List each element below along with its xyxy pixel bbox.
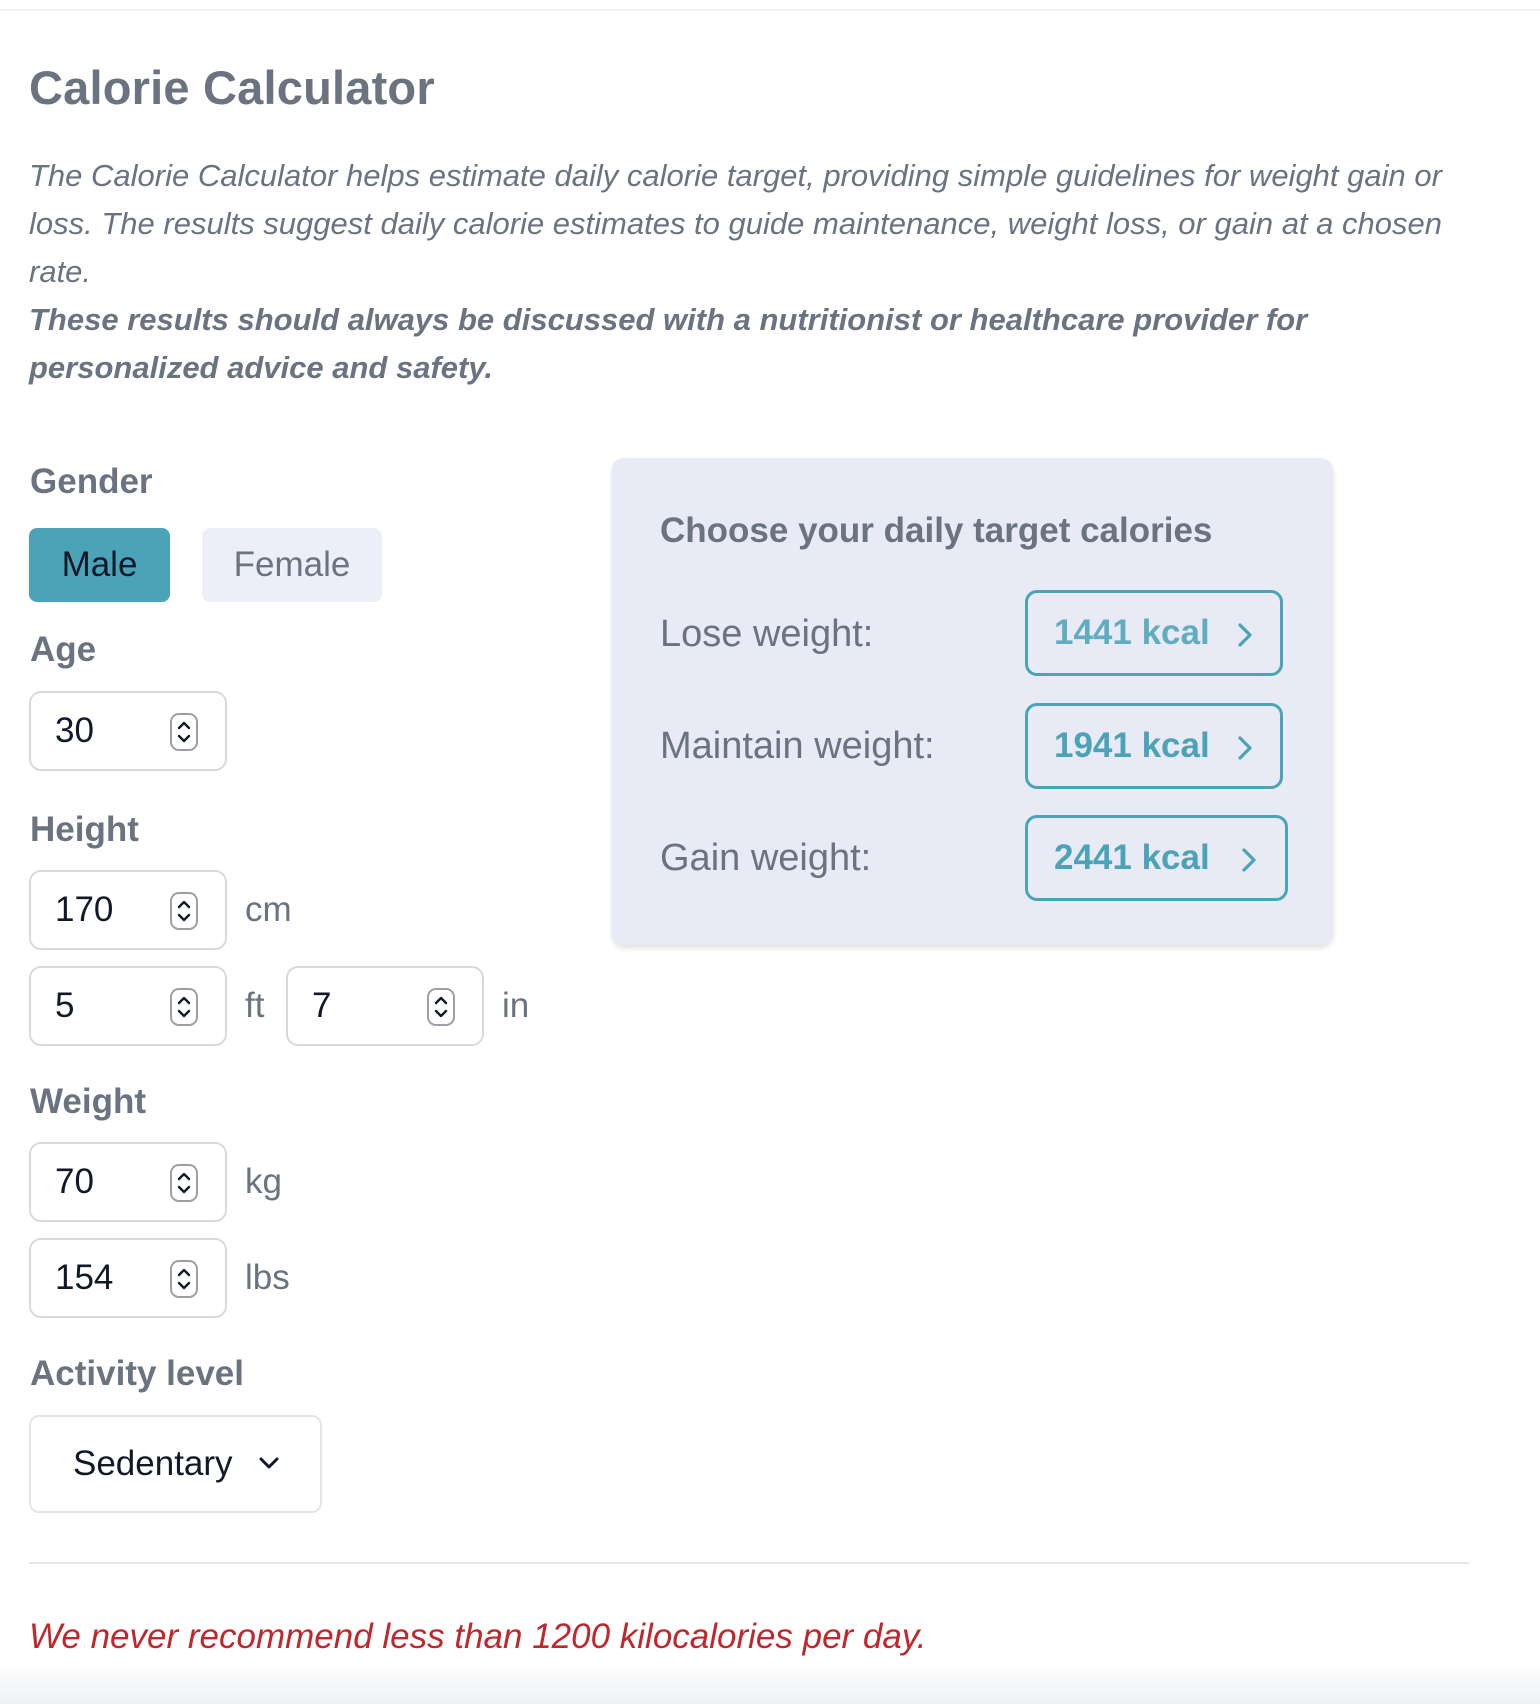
height-ft-field[interactable] <box>29 966 227 1046</box>
weight-lbs-field[interactable] <box>29 1238 227 1318</box>
chevron-right-icon <box>1238 846 1260 874</box>
target-calories-title: Choose your daily target calories <box>660 511 1213 550</box>
top-divider <box>0 9 1540 11</box>
gain-weight-kcal-value: 2441 kcal <box>1054 838 1210 877</box>
stepper-arrows-icon <box>172 894 196 928</box>
height-ft-input[interactable] <box>55 968 175 1044</box>
gender-female-button[interactable]: Female <box>202 528 382 602</box>
height-ft-unit: ft <box>245 986 265 1025</box>
chevron-right-icon <box>1234 734 1256 762</box>
age-stepper[interactable] <box>170 713 198 751</box>
height-in-stepper[interactable] <box>427 988 455 1026</box>
stepper-arrows-icon <box>172 1166 196 1200</box>
gain-weight-kcal-button[interactable] <box>1025 815 1288 901</box>
minimum-calorie-warning: We never recommend less than 1200 kilocalories per day. <box>29 1617 927 1656</box>
weight-label: Weight <box>30 1082 147 1121</box>
activity-select[interactable] <box>29 1415 322 1513</box>
stepper-arrows-icon <box>172 715 196 749</box>
age-label: Age <box>30 630 97 669</box>
lose-weight-kcal-value: 1441 kcal <box>1054 613 1210 652</box>
lose-weight-kcal-button[interactable] <box>1025 590 1283 676</box>
weight-lbs-input[interactable] <box>55 1240 175 1316</box>
maintain-weight-label: Maintain weight: <box>660 725 935 767</box>
weight-kg-field[interactable] <box>29 1142 227 1222</box>
maintain-weight-kcal-button[interactable] <box>1025 703 1283 789</box>
height-cm-input[interactable] <box>55 872 175 948</box>
height-in-field[interactable] <box>286 966 484 1046</box>
height-cm-unit: cm <box>245 890 292 929</box>
weight-kg-input[interactable] <box>55 1144 175 1220</box>
intro-disclaimer: These results should always be discussed with a nutritionist or healthcare provider for personalized advice and safety. <box>29 302 1308 385</box>
gain-weight-label: Gain weight: <box>660 837 872 879</box>
weight-lbs-unit: lbs <box>245 1258 290 1297</box>
target-calories-panel <box>612 458 1333 945</box>
chevron-right-icon <box>1234 621 1256 649</box>
lose-weight-label: Lose weight: <box>660 613 874 655</box>
stepper-arrows-icon <box>172 990 196 1024</box>
activity-label: Activity level <box>30 1354 244 1393</box>
stepper-arrows-icon <box>429 990 453 1024</box>
gender-male-button[interactable]: Male <box>29 528 170 602</box>
activity-select-value: Sedentary <box>73 1444 233 1483</box>
weight-kg-stepper[interactable] <box>170 1164 198 1202</box>
chevron-down-icon <box>257 1455 281 1471</box>
height-cm-field[interactable] <box>29 870 227 950</box>
intro-text <box>29 152 1459 392</box>
intro-description: The Calorie Calculator helps estimate daily calorie target, providing simple guidelines for weight gain or loss. The results suggest daily calorie estimates to guide maintenance, weight loss, or gain at a chosen rate. <box>29 158 1442 289</box>
height-ft-stepper[interactable] <box>170 988 198 1026</box>
bottom-edge <box>0 1664 1540 1704</box>
stepper-arrows-icon <box>172 1262 196 1296</box>
height-in-input[interactable] <box>312 968 432 1044</box>
maintain-weight-kcal-value: 1941 kcal <box>1054 726 1210 765</box>
weight-kg-unit: kg <box>245 1162 282 1201</box>
weight-lbs-stepper[interactable] <box>170 1260 198 1298</box>
gender-label: Gender <box>30 462 153 501</box>
age-field[interactable] <box>29 691 227 771</box>
page-title: Calorie Calculator <box>29 61 435 114</box>
height-in-unit: in <box>502 986 530 1025</box>
height-label: Height <box>30 810 139 849</box>
height-cm-stepper[interactable] <box>170 892 198 930</box>
section-divider <box>29 1562 1469 1564</box>
age-input[interactable] <box>55 693 175 769</box>
